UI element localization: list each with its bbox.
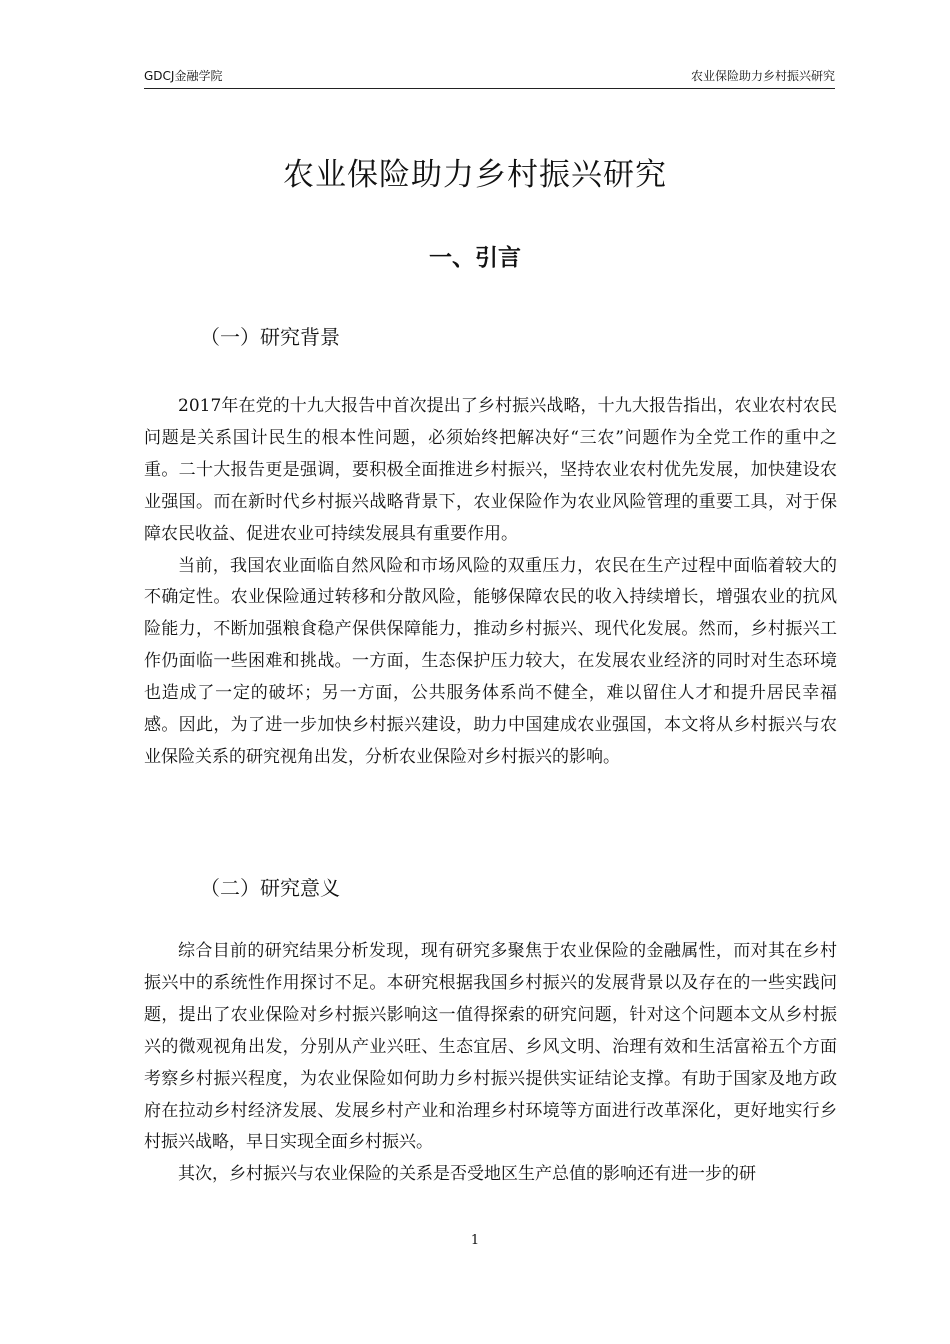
running-header: [144, 66, 835, 89]
background-body: [144, 391, 837, 774]
document-title: 农业保险助力乡村振兴研究: [283, 157, 667, 193]
paragraph: 其次，乡村振兴与农业保险的关系是否受地区生产总值的影响还有进一步的研: [178, 1164, 756, 1185]
subsection-heading-significance: （二）研究意义: [200, 876, 340, 900]
header-running-title: 农业保险助力乡村振兴研究: [690, 69, 835, 83]
paragraph: 综合目前的研究结果分析发现，现有研究多聚焦于农业保险的金融属性，而对其在乡村振兴中的系统性作用探讨不足。本研究根据我国乡村振兴的发展背景以及存在的一些实践问题，提出了农业保险对乡村振兴影响这一值得探索的研究问题，针对这个问题本文从乡村振兴的微观视角出发，分别从产业兴旺、生态宜居、乡风文明、治理有效和生活富裕五个方面考察乡村振兴程度，为农业保险如何助力乡村振兴提供实证结论支撑。有助于国家及地方政府在拉动乡村经济发展、发展乡村产业和治理乡村环境等方面进行改革深化，更好地实行乡村振兴战略，早日实现全面乡村振兴。: [144, 941, 837, 1153]
section-heading-introduction: 一、引言: [429, 245, 521, 271]
paragraph: 当前，我国农业面临自然风险和市场风险的双重压力，农民在生产过程中面临着较大的不确定性。农业保险通过转移和分散风险，能够保障农民的收入持续增长，增强农业的抗风险能力，不断加强粮食稳产保供保障能力，推动乡村振兴、现代化发展。然而，乡村振兴工作仍面临一些困难和挑战。一方面，生态保护压力较大，在发展农业经济的同时对生态环境也造成了一定的破坏；另一方面，公共服务体系尚不健全，难以留住人才和提升居民幸福感。因此，为了进一步加快乡村振兴建设，助力中国建成农业强国，本文将从乡村振兴与农业保险关系的研究视角出发，分析农业保险对乡村振兴的影响。: [144, 555, 837, 767]
page-number: 1: [470, 1233, 480, 1248]
header-institution: GDCJ金融学院: [144, 69, 223, 83]
subsection-heading-background: （一）研究背景: [200, 325, 340, 349]
paragraph: 2017年在党的十九大报告中首次提出了乡村振兴战略，十九大报告指出，农业农村农民问题是关系国计民生的根本性问题，必须始终把解决好“三农”问题作为全党工作的重中之重。二十大报告更是强调，要积极全面推进乡村振兴，坚持农业农村优先发展，加快建设农业强国。而在新时代乡村振兴战略背景下，农业保险作为农业风险管理的重要工具，对于保障农民收益、促进农业可持续发展具有重要作用。: [144, 396, 837, 544]
significance-body: [144, 936, 837, 1191]
